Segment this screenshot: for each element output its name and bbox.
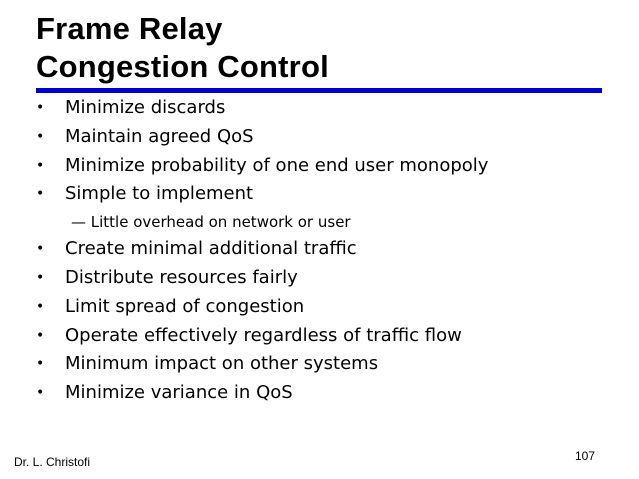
bullet-icon: • [36,157,45,174]
bullet-item [36,235,606,264]
slide-title-line-2: Congestion Control [36,49,329,84]
bullet-item [36,322,606,351]
bullet-icon: • [36,269,45,286]
slide-title [36,10,556,86]
bullet-item [36,152,606,181]
bullet-icon: • [36,385,45,402]
bullet-item [36,350,606,379]
bullet-text: Minimize discards [65,97,226,118]
bullet-item [36,180,606,209]
bullet-icon: • [36,100,45,116]
bullet-icon: • [36,298,45,315]
sub-bullet-item [36,209,606,235]
bullet-text: Create minimal additional traffic [65,238,357,260]
bullet-icon: • [36,241,45,258]
bullet-text: Maintain agreed QoS [65,125,254,147]
bullet-icon: • [36,128,45,145]
bullet-icon: • [36,327,45,344]
bullet-text: Limit spread of congestion [65,295,305,317]
bullet-item [36,123,606,152]
footer-author: Dr. L. Christofi [14,455,91,469]
bullet-text: Minimize probability of one end user monopoly [65,154,489,176]
bullet-item [36,293,606,322]
bullet-text: Operate effectively regardless of traffic flow [65,324,462,346]
sub-bullet-text: — Little overhead on network or user [71,213,351,232]
bullet-item [36,264,606,293]
slide-title-line-1: Frame Relay [36,11,223,46]
bullet-text: Minimize variance in QoS [65,382,293,404]
bullet-text: Simple to implement [65,183,254,205]
bullet-list [36,94,606,408]
bullet-item [36,94,606,123]
bullet-icon: • [36,356,45,373]
footer-page-number: 107 [575,449,596,463]
bullet-icon: • [36,186,45,203]
title-divider-rule [36,88,602,93]
bullet-text: Distribute resources fairly [65,266,298,288]
bullet-item [36,379,606,408]
bullet-text: Minimum impact on other systems [65,353,379,375]
